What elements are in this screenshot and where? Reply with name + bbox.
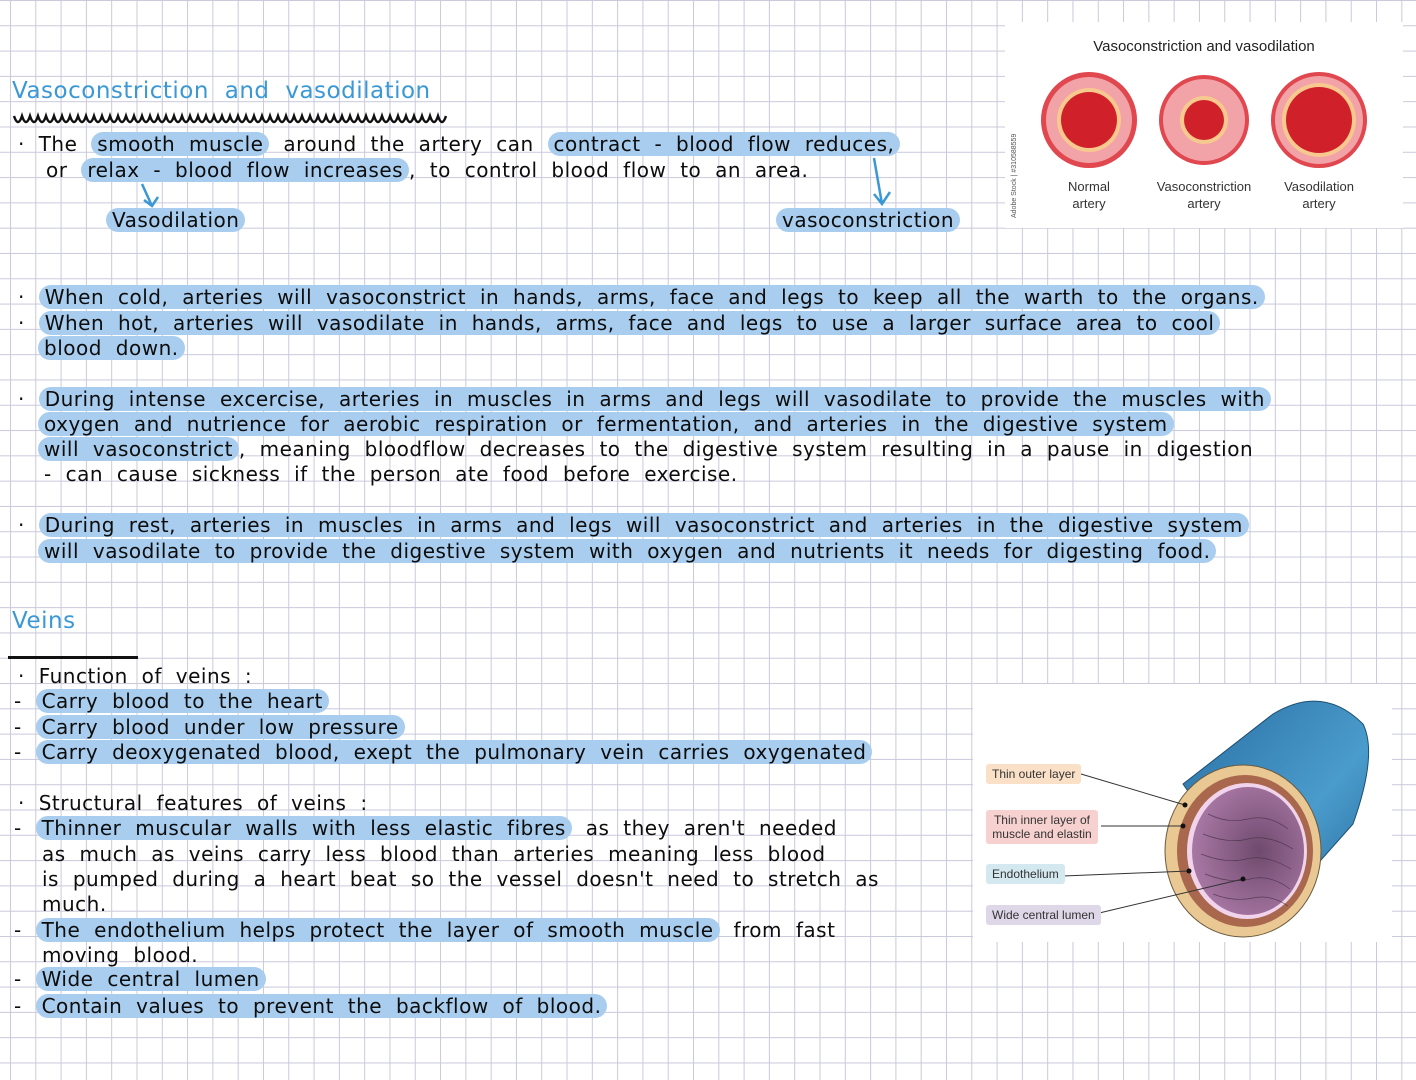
artery-figure (1005, 22, 1403, 228)
bullet-cold: · When cold, arteries will vasoconstrict in hands, arms, face and legs to keep all the warth to the organs. (18, 285, 1265, 309)
function-heading: · Function of veins : (18, 664, 253, 688)
structure-item (14, 816, 837, 840)
text: vasoconstriction (776, 208, 960, 232)
normal-artery-icon (1041, 72, 1137, 168)
annotation-vasoconstriction (776, 208, 960, 232)
text: When cold, arteries will vasoconstrict in hands, arms, face and legs to keep all the warth to the organs. (39, 285, 1265, 309)
text: around the artery can (269, 132, 548, 156)
bullet-exercise-2 (38, 412, 1174, 436)
dash: - (14, 816, 22, 840)
bullet-rest: · During rest, arteries in muscles in arms and legs will vasoconstrict and arteries in the digestive system (18, 513, 1249, 537)
bullet-rest-2 (38, 539, 1216, 563)
text: When hot, arteries will vasodilate in hands, arms, face and legs to use a larger surface area to cool (39, 311, 1221, 335)
label-endothelium: Endothelium (986, 864, 1065, 884)
structure-item (14, 918, 835, 942)
text: , to control blood flow to an area. (409, 158, 809, 182)
highlight-relax: relax - blood flow increases (81, 158, 409, 182)
vasodilation-artery-icon (1271, 72, 1367, 168)
text: or (46, 158, 82, 182)
text: Thinner muscular walls with less elastic fibres (36, 816, 572, 840)
text: Contain values to prevent the backflow of blood. (36, 994, 608, 1018)
dash: - (14, 994, 22, 1018)
text: During intense excercise, arteries in muscles in arms and legs will vasodilate to provide the muscles with (39, 387, 1271, 411)
bullet-hot-cont (38, 336, 185, 360)
watermark: Adobe Stock | #310588559 (1011, 133, 1018, 218)
caption-vasoconstriction (1149, 178, 1259, 212)
annotation-vasodilation (106, 208, 245, 232)
squiggle-underline (12, 112, 454, 126)
text: Vasoconstriction (1156, 179, 1252, 194)
text: Carry blood to the heart (36, 689, 329, 713)
text: oxygen and nutrience for aerobic respiration or fermentation, and arteries in the digestive system (38, 412, 1174, 436)
section-title-veins: Veins (12, 608, 76, 634)
dash: - (14, 740, 22, 764)
text: artery (1187, 196, 1221, 211)
highlight-contract: contract - blood flow reduces, (548, 132, 901, 156)
figure-title: Vasoconstriction and vasodilation (1093, 38, 1315, 55)
arrow-down-icon (866, 156, 896, 210)
title-underline (8, 656, 138, 659)
function-item (14, 689, 329, 713)
artery-cross-sections (1035, 70, 1395, 170)
bullet-exercise-4: - can cause sickness if the person ate food before exercise. (44, 462, 738, 486)
text: Carry blood under low pressure (36, 715, 405, 739)
vasoconstriction-artery-icon (1159, 75, 1249, 165)
structure-heading: · Structural features of veins : (18, 791, 368, 815)
structure-item-cont: moving blood. (42, 943, 199, 967)
dash: - (14, 967, 22, 991)
bullet-exercise-3 (38, 437, 1253, 461)
dash: - (14, 918, 22, 942)
dash: - (14, 715, 22, 739)
bullet-hot: · When hot, arteries will vasodilate in hands, arms, face and legs to use a larger surface area to cool (18, 311, 1220, 335)
vein-figure (973, 684, 1392, 942)
structure-item (14, 967, 266, 991)
label-thin-inner-layer: Thin inner layer of muscle and elastin (986, 810, 1098, 844)
text: The endothelium helps protect the layer of smooth muscle (36, 918, 720, 942)
function-item (14, 740, 872, 764)
text: as they aren't needed (571, 816, 837, 840)
text: , meaning bloodflow decreases to the digestive system resulting in a pause in digestion (238, 437, 1254, 461)
label-wide-central-lumen: Wide central lumen (986, 905, 1101, 925)
caption-vasodilation (1269, 178, 1369, 212)
text: artery (1072, 196, 1106, 211)
caption-normal (1039, 178, 1139, 212)
section-title-vasoconstriction: Vasoconstriction and vasodilation (12, 78, 431, 104)
text: will vasodilate to provide the digestive system with oxygen and nutrients it needs for digesting food. (38, 539, 1216, 563)
structure-item (14, 994, 607, 1018)
bullet-exercise: · During intense excercise, arteries in muscles in arms and legs will vasodilate to provide the muscles with (18, 387, 1271, 411)
text: Wide central lumen (36, 967, 266, 991)
intro-line-1 (18, 132, 900, 156)
structure-item-cont: much. (42, 892, 107, 916)
structure-item-cont: as much as veins carry less blood than arteries meaning less blood (42, 842, 826, 866)
function-item (14, 715, 405, 739)
text: from fast (719, 918, 836, 942)
intro-line-2 (46, 158, 808, 182)
text: · The (18, 132, 92, 156)
text: artery (1302, 196, 1336, 211)
label-thin-outer-layer: Thin outer layer (986, 764, 1081, 784)
dash: - (14, 689, 22, 713)
highlight-smooth-muscle: smooth muscle (91, 132, 269, 156)
text: Carry deoxygenated blood, exept the pulmonary vein carries oxygenated (36, 740, 873, 764)
text: Vasodilation (106, 208, 245, 232)
structure-item-cont: is pumped during a heart beat so the vessel doesn't need to stretch as (42, 867, 879, 891)
text: During rest, arteries in muscles in arms and legs will vasoconstrict and arteries in the digestive system (39, 513, 1249, 537)
text: Normal (1068, 179, 1110, 194)
text: Vasodilation (1284, 179, 1354, 194)
text: will vasoconstrict (38, 437, 239, 461)
text: blood down. (38, 336, 185, 360)
